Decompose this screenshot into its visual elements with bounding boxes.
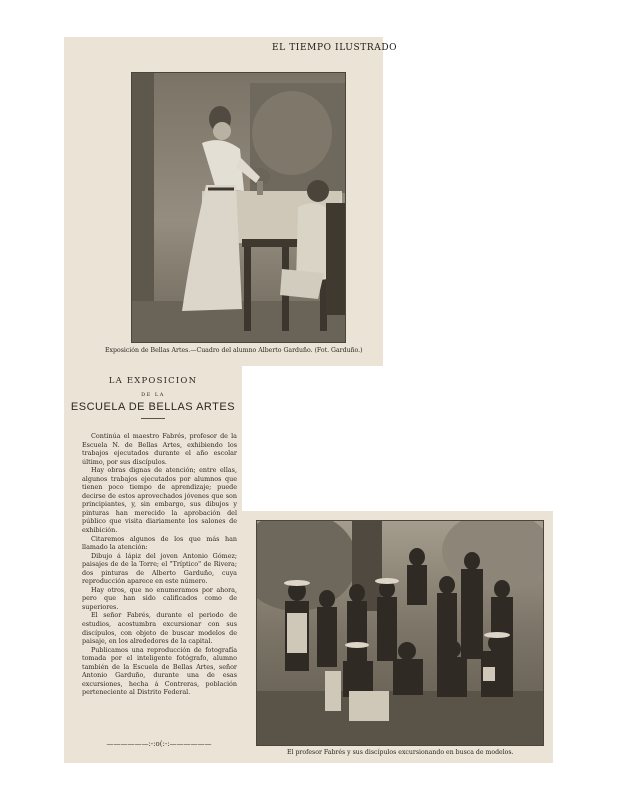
title-rule: [141, 418, 165, 419]
article-paragraph: Hay otros, que no enumeramos por ahora, pero que han sido calificados como de superiores.: [82, 585, 237, 611]
article-title: ESCUELA DE BELLAS ARTES: [70, 401, 236, 413]
article-subkicker: DE LA: [141, 392, 165, 398]
excursion-illustration: [257, 521, 543, 745]
photo-top-caption: Exposición de Bellas Artes.—Cuadro del alumno Alberto Garduño. (Fot. Garduño.): [105, 347, 363, 354]
end-ornament: ——————:-:o(:-:——————: [106, 740, 212, 748]
masthead: EL TIEMPO ILUSTRADO: [272, 43, 398, 53]
article-body: [82, 432, 237, 697]
excursion-photo: [256, 520, 544, 746]
photo-bottom-caption: El profesor Fabrés y sus discípulos excursionando en busca de modelos.: [287, 749, 514, 756]
article-paragraph: Hay obras dignas de atención; entre ellas, algunos trabajos ejecutados por alumnos que tienen poco tiempo de aprendizaje; puede decirse de estos aprovechados jóvenes que son principiantes, y, sin embargo, sus dibujos y pinturas han merecido la aprobación del público que visita diariamente los salones de exhibición.: [82, 466, 237, 535]
article-paragraph: Citaremos algunos de los que más han llamado la atención:: [82, 534, 237, 552]
article-paragraph: Publicamos una reproducción de fotografía tomada por el inteligente fotógrafo, alumno también de la Escuela de Bellas Artes, señor Antonio Garduño, durante una de esas excursiones, hecha á Contreras, población perteneciente al Distrito Federal.: [82, 645, 237, 697]
article-paragraph: Dibujo á lápiz del joven Antonio Gómez; paisajes de de la Torre; el "Tríptico" de Rivera; dos pinturas de Alberto Garduño, cuya reproducción aparece en este número.: [82, 551, 237, 586]
painting-illustration: [132, 73, 345, 342]
article-paragraph: Continúa el maestro Fabrés, profesor de la Escuela N. de Bellas Artes, exhibiendo los trabajos ejecutados durante el año escolar último, por sus discípulos.: [82, 432, 237, 466]
article-paragraph: El señor Fabrés, durante el periodo de estudios, acostumbra excursionar con sus discípulos, con objeto de buscar modelos de paisaje, en los alrededores de la capital.: [82, 611, 237, 646]
painting-photo: [131, 72, 346, 343]
article-kicker: LA EXPOSICION: [108, 376, 198, 386]
